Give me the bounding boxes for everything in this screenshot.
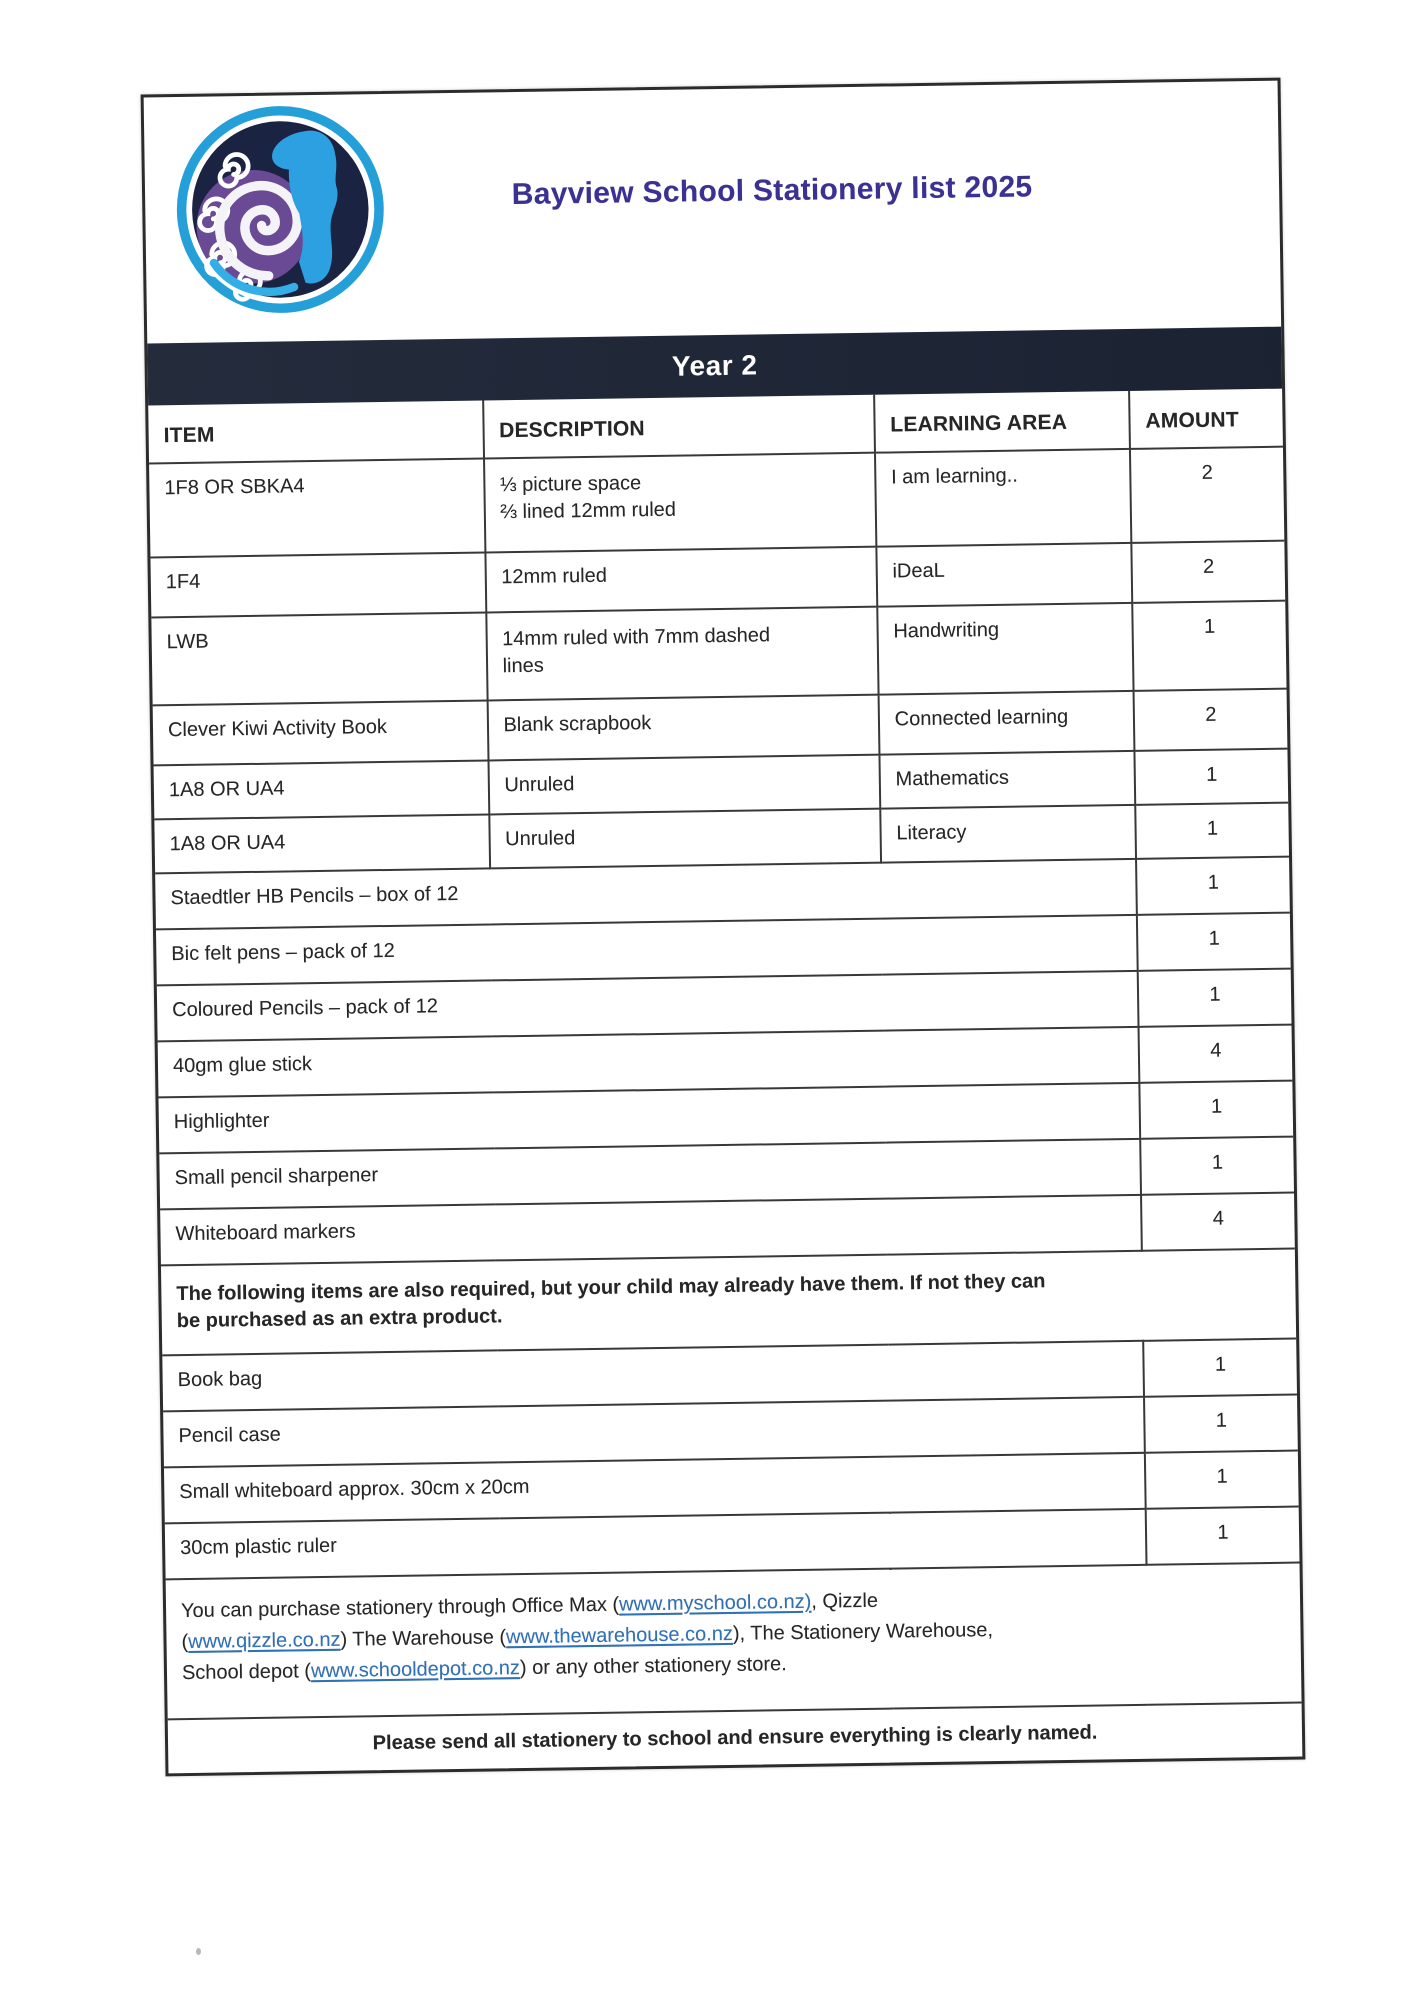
table-row <box>151 601 1286 706</box>
purchase-text: ) or any other stationery store. <box>519 1653 787 1680</box>
learning-area-cell: Connected learning <box>878 691 1134 755</box>
item-cell: 1F4 <box>150 552 485 617</box>
stationery-list-document <box>141 78 1306 1777</box>
note-row <box>161 1249 1296 1356</box>
amount-cell: 1 <box>1134 749 1288 805</box>
link-schooldepot[interactable]: www.schooldepot.co.nz <box>310 1657 521 1683</box>
description-line: lines <box>502 654 544 678</box>
learning-area-cell: Literacy <box>880 805 1136 863</box>
description-cell: Unruled <box>488 755 880 815</box>
supply-label-cell: Coloured Pencils – pack of 12 <box>157 971 1139 1042</box>
learning-area-cell: iDeaL <box>876 543 1132 607</box>
amount-cell: 1 <box>1143 1339 1297 1397</box>
amount-cell: 2 <box>1131 541 1285 603</box>
note-line: The following items are also required, but your child may already have them. If not they can <box>176 1270 1046 1306</box>
supply-label-cell: Staedtler HB Pencils – box of 12 <box>155 859 1137 930</box>
amount-cell: 1 <box>1132 601 1286 691</box>
note-line: be purchased as an extra product. <box>176 1305 503 1333</box>
extra-label-cell: Book bag <box>162 1341 1144 1412</box>
amount-cell: 1 <box>1140 1137 1294 1195</box>
item-cell: 1A8 OR UA4 <box>154 814 489 873</box>
extra-label-cell: 30cm plastic ruler <box>165 1509 1147 1580</box>
amount-cell: 1 <box>1139 1081 1293 1139</box>
extra-items-note <box>161 1249 1296 1356</box>
description-cell: Blank scrapbook <box>487 695 879 761</box>
footer-note: Please send all stationery to school and ensure everything is clearly named. <box>168 1703 1303 1774</box>
stationery-table <box>148 389 1302 1774</box>
header-description: DESCRIPTION <box>483 395 875 459</box>
amount-cell: 1 <box>1144 1395 1298 1453</box>
purchase-text: You can purchase stationery through Office Max ( <box>180 1593 620 1623</box>
extra-label-cell: Small whiteboard approx. 30cm x 20cm <box>164 1453 1146 1524</box>
supply-label-cell: 40gm glue stick <box>158 1027 1140 1098</box>
description-line: 14mm ruled with 7mm dashed <box>502 624 771 651</box>
header-learning-area: LEARNING AREA <box>874 391 1130 453</box>
amount-cell: 1 <box>1138 969 1292 1027</box>
link-qizzle[interactable]: www.qizzle.co.nz <box>188 1628 341 1654</box>
amount-cell: 4 <box>1138 1025 1292 1083</box>
description-cell: 12mm ruled <box>485 547 877 613</box>
purchase-text: ), The Stationery Warehouse, <box>732 1619 994 1645</box>
amount-cell: 4 <box>1141 1193 1295 1251</box>
supply-label-cell: Small pencil sharpener <box>159 1139 1141 1210</box>
item-cell: LWB <box>151 612 487 705</box>
learning-area-cell: Mathematics <box>879 751 1135 809</box>
document-header <box>144 81 1282 344</box>
supply-label-cell: Whiteboard markers <box>160 1195 1142 1266</box>
amount-cell: 2 <box>1130 447 1284 543</box>
amount-cell: 2 <box>1133 689 1287 751</box>
supply-label-cell: Bic felt pens – pack of 12 <box>156 915 1138 986</box>
amount-cell: 1 <box>1136 857 1290 915</box>
learning-area-cell: I am learning.. <box>875 449 1132 547</box>
description-line: ⅓ picture space <box>499 472 642 497</box>
link-thewarehouse[interactable]: www.thewarehouse.co.nz <box>505 1622 734 1649</box>
header-amount: AMOUNT <box>1129 389 1283 449</box>
description-line: ⅔ lined 12mm ruled <box>500 498 677 524</box>
header-item: ITEM <box>148 401 483 464</box>
item-cell: Clever Kiwi Activity Book <box>153 700 488 765</box>
purchase-info-row <box>166 1563 1302 1720</box>
year-banner-label: Year 2 <box>671 349 758 382</box>
amount-cell: 1 <box>1145 1451 1299 1509</box>
amount-cell: 1 <box>1137 913 1291 971</box>
supply-label-cell: Highlighter <box>158 1083 1140 1154</box>
purchase-text: School depot ( <box>181 1660 312 1685</box>
purchase-info <box>166 1563 1302 1720</box>
amount-cell: 1 <box>1135 803 1289 859</box>
scan-artifact-dot <box>196 1948 201 1955</box>
description-cell <box>484 453 877 553</box>
purchase-text: , Qizzle <box>811 1589 879 1613</box>
description-cell <box>486 607 878 701</box>
item-cell: 1F8 OR SBKA4 <box>149 459 485 558</box>
item-cell: 1A8 OR UA4 <box>154 760 489 819</box>
extra-label-cell: Pencil case <box>163 1397 1145 1468</box>
description-cell: Unruled <box>489 809 881 869</box>
purchase-text: ( <box>181 1631 189 1654</box>
learning-area-cell: Handwriting <box>877 603 1133 695</box>
amount-cell: 1 <box>1146 1507 1300 1565</box>
table-row <box>149 447 1284 558</box>
link-myschool[interactable]: www.myschool.co.nz) <box>618 1590 812 1616</box>
purchase-text: ) The Warehouse ( <box>340 1626 507 1651</box>
page-title: Bayview School Stationery list 2025 <box>511 170 1033 212</box>
